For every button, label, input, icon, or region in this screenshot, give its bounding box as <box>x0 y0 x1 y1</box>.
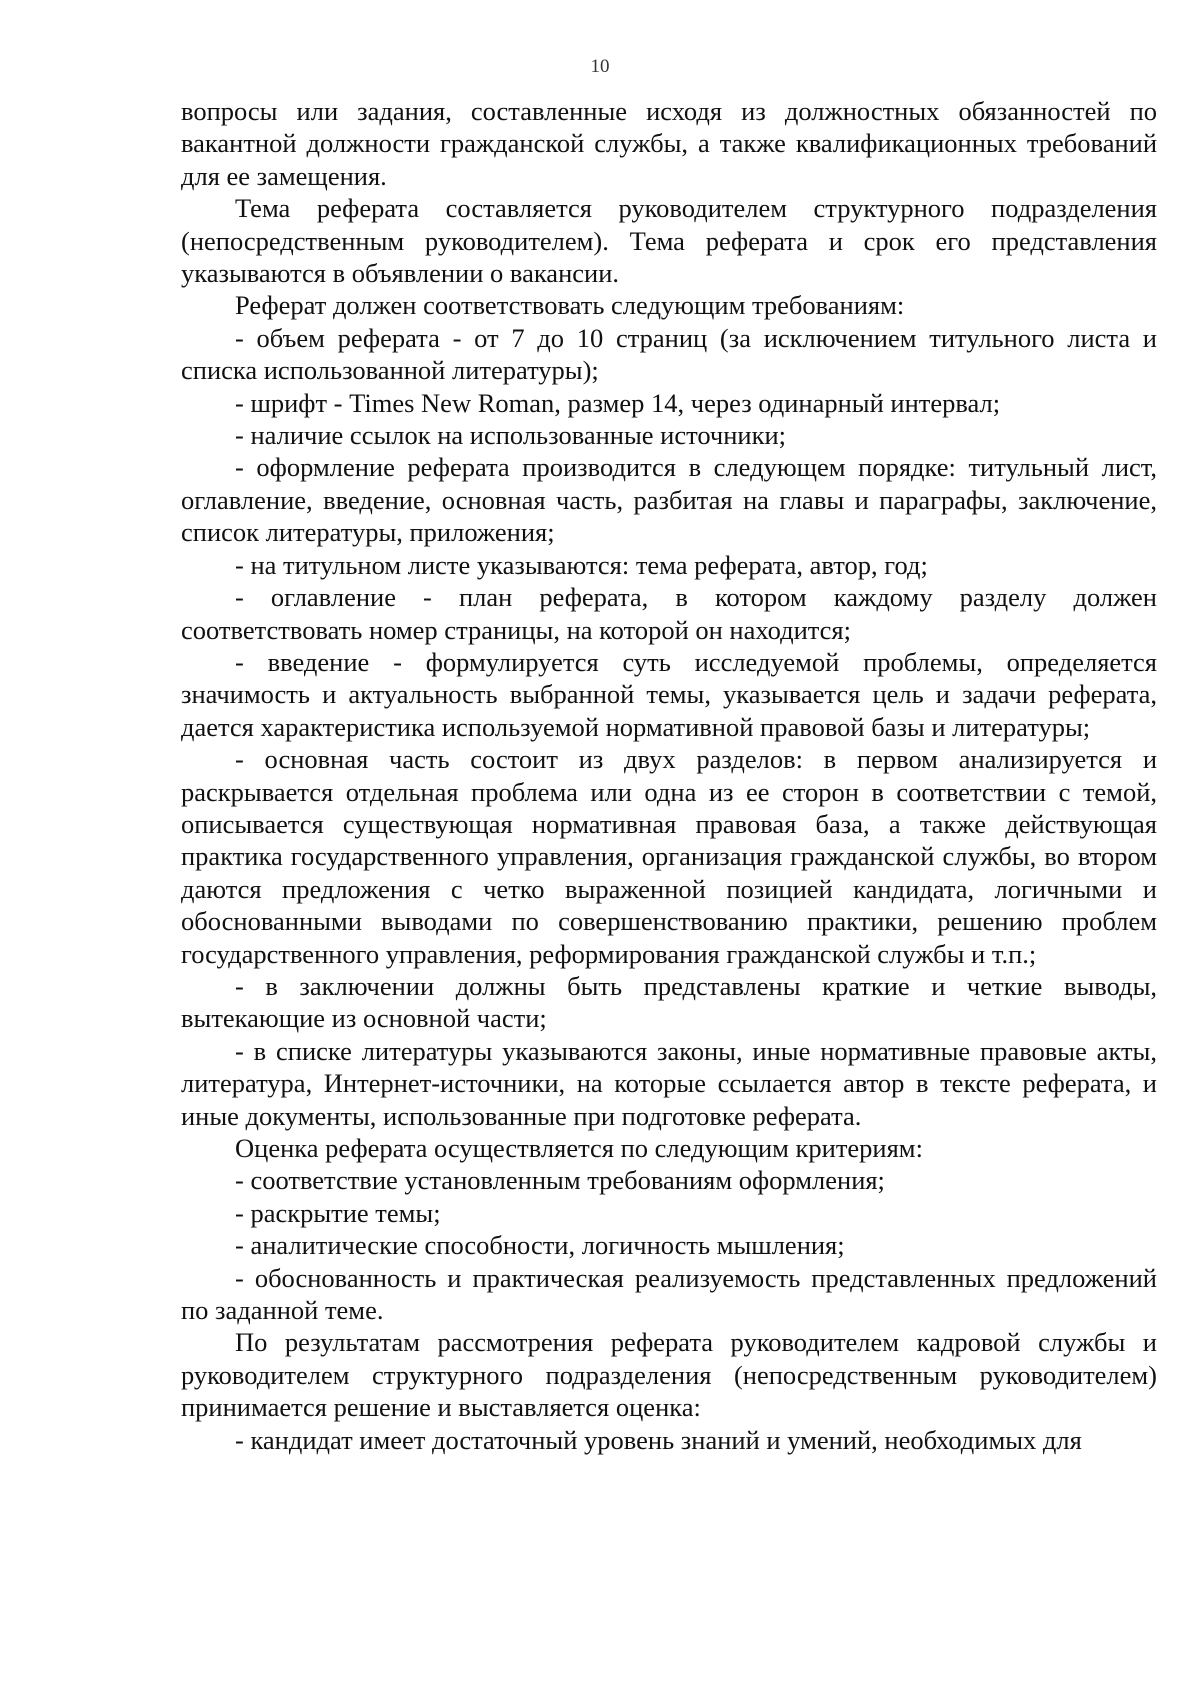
list-item-conclusion: - в заключении должны быть представлены краткие и четкие выводы, вытекающие из основной части; <box>181 970 1157 1034</box>
list-item-structure: - оформление реферата производится в следующем порядке: титульный лист, оглавление, введение, основная часть, разбитая на главы и параграфы, заключение, список литературы, приложения; <box>181 452 1157 548</box>
list-item-criteria-feasibility: - обоснованность и практическая реализуемость представленных предложений по заданной теме. <box>181 1262 1157 1326</box>
list-item-bibliography: - в списке литературы указываются законы, иные нормативные правовые акты, литература, Интернет-источники, на которые ссылается автор в тексте реферата, и иные документы, использованные при подготовке реферата. <box>181 1035 1157 1131</box>
list-item-introduction: - введение - формулируется суть исследуемой проблемы, определяется значимость и актуальность выбранной темы, указывается цель и задачи реферата, дается характеристика используемой нормативной правовой базы и литературы; <box>181 646 1157 742</box>
list-item-sufficient-level: - кандидат имеет достаточный уровень знаний и умений, необходимых для <box>235 1424 1082 1455</box>
paragraph-continuation: вопросы или задания, составленные исходя из должностных обязанностей по вакантной должности гражданской службы, а также квалификационных требований для ее замещения. <box>181 96 1157 191</box>
list-item-contents: - оглавление - план реферата, в котором каждому разделу должен соответствовать номер страницы, на которой он находится; <box>181 582 1157 645</box>
page-number: 10 <box>590 56 610 77</box>
list-item-volume: - объем реферата - от 7 до 10 страниц (за исключением титульного листа и списка использованной литературы); <box>181 322 1157 386</box>
list-item-title-page: - на титульном листе указываются: тема реферата, автор, год; <box>235 549 928 580</box>
paragraph-evaluation: По результатам рассмотрения реферата руководителем кадровой службы и руководителем структурного подразделения (непосредственным руководителем) принимается решение и выставляется оценка: <box>181 1327 1157 1423</box>
paragraph-criteria-intro: Оценка реферата осуществляется по следующим критериям: <box>235 1133 923 1163</box>
paragraph-topic: Тема реферата составляется руководителем структурного подразделения (непосредственным руководителем). Тема реферата и срок его представления указываются в объявлении о вакансии. <box>181 193 1157 289</box>
list-item-criteria-topic: - раскрытие темы; <box>235 1197 441 1228</box>
list-item-criteria-analytics: - аналитические способности, логичность мышления; <box>235 1230 845 1261</box>
document-body <box>181 95 1157 1456</box>
list-item-criteria-format: - соответствие установленным требованиям оформления; <box>235 1165 885 1196</box>
list-item-font: - шрифт - Times New Roman, размер 14, через одинарный интервал; <box>235 387 1001 418</box>
list-item-references: - наличие ссылок на использованные источники; <box>235 420 787 451</box>
paragraph-requirements-intro: Реферат должен соответствовать следующим требованиям: <box>235 290 905 321</box>
list-item-main-part: - основная часть состоит из двух разделов: в первом анализируется и раскрывается отдельная проблема или одна из ее сторон в соответствии с темой, описывается существующая нормативная правовая база, а также действующая практика государственного управления, организация гражданской службы, во втором даются предложения с четко выраженной позицией кандидата, логичными и обоснованными выводами по совершенствованию практики, решению проблем государственного управления, реформирования гражданской службы и т.п.; <box>181 744 1157 969</box>
